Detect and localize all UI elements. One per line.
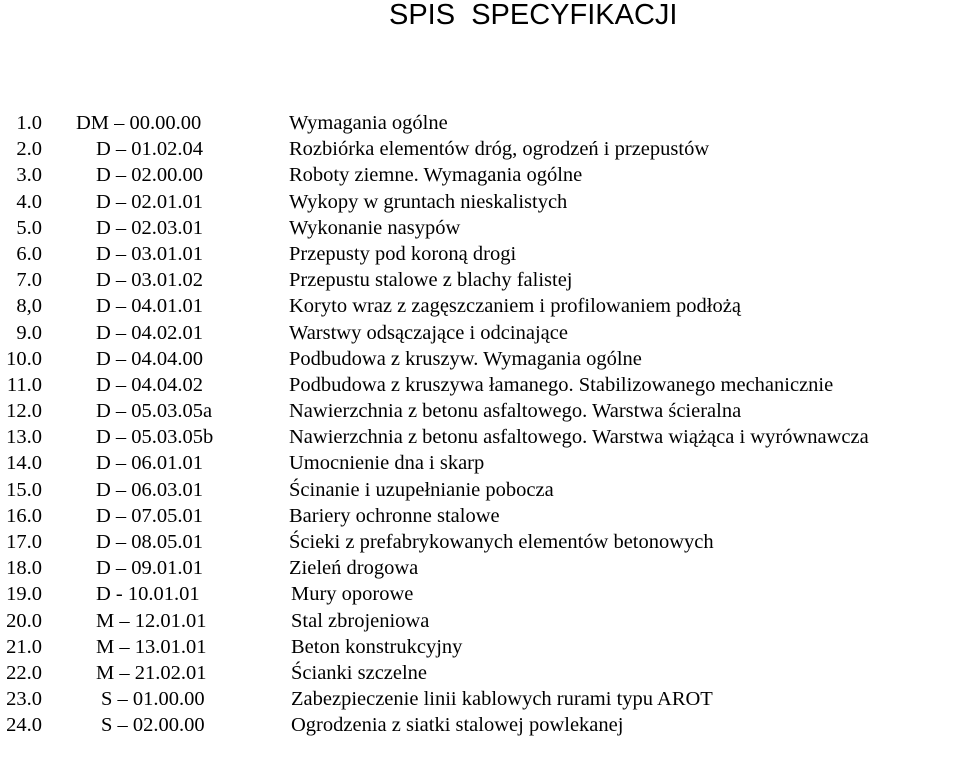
item-code: D – 02.03.01 — [96, 216, 204, 239]
list-item — [0, 660, 960, 686]
item-name: Przepusty pod koroną drogi — [289, 242, 517, 265]
list-item — [0, 581, 960, 607]
specification-list — [0, 110, 960, 739]
list-item — [0, 450, 960, 476]
item-number: 12.0 — [6, 400, 42, 423]
item-name: Zieleń drogowa — [289, 557, 419, 580]
item-code: D – 02.00.00 — [96, 164, 204, 187]
item-code: D – 06.01.01 — [96, 452, 204, 475]
list-item — [0, 162, 960, 188]
list-item — [0, 110, 960, 136]
item-code: D – 02.01.01 — [96, 190, 204, 213]
list-item — [0, 320, 960, 346]
item-code: D – 08.05.01 — [96, 531, 204, 553]
list-item — [0, 634, 960, 660]
item-name: Ścieki z prefabrykowanych elementów betonowych — [289, 531, 714, 553]
item-code: D – 07.05.01 — [96, 504, 204, 527]
list-item — [0, 241, 960, 267]
item-number: 7.0 — [16, 269, 42, 292]
item-number: 10.0 — [6, 347, 42, 370]
item-number: 19.0 — [6, 583, 42, 606]
list-item — [0, 608, 960, 634]
item-name: Wykopy w gruntach nieskalistych — [289, 190, 568, 213]
item-code: S – 02.00.00 — [101, 714, 205, 737]
item-name: Stal zbrojeniowa — [291, 609, 430, 632]
item-number: 3.0 — [16, 164, 42, 187]
page-title: SPIS SPECYFIKACJI — [389, 0, 678, 31]
list-item — [0, 293, 960, 319]
item-code: D – 04.04.00 — [96, 347, 204, 370]
list-item — [0, 712, 960, 738]
item-name: Zabezpieczenie linii kablowych rurami typu AROT — [291, 688, 713, 711]
item-code: S – 01.00.00 — [101, 688, 205, 711]
list-item — [0, 136, 960, 162]
item-name: Koryto wraz z zagęszczaniem i profilowaniem podłożą — [289, 295, 741, 318]
list-item — [0, 215, 960, 241]
item-number: 9.0 — [16, 321, 42, 344]
item-number: 5.0 — [16, 216, 42, 239]
item-number: 24.0 — [6, 714, 42, 737]
item-code: D – 05.03.05a — [96, 400, 213, 423]
item-number: 16.0 — [6, 504, 42, 527]
item-name: Bariery ochronne stalowe — [289, 504, 500, 527]
item-name: Nawierzchnia z betonu asfaltowego. Warstwa ścieralna — [289, 400, 742, 423]
item-number: 1.0 — [16, 112, 42, 134]
list-item — [0, 189, 960, 215]
list-item — [0, 529, 960, 555]
item-code: M – 21.02.01 — [96, 661, 207, 684]
list-item — [0, 686, 960, 712]
item-code: D – 04.02.01 — [96, 321, 204, 344]
item-number: 6.0 — [16, 242, 42, 265]
list-item — [0, 424, 960, 450]
item-name: Ścinanie i uzupełnianie pobocza — [289, 478, 554, 501]
item-name: Ogrodzenia z siatki stalowej powlekanej — [291, 714, 624, 737]
item-name: Wykonanie nasypów — [289, 216, 461, 239]
item-code: DM – 00.00.00 — [76, 112, 202, 134]
item-name: Mury oporowe — [291, 583, 414, 606]
list-item — [0, 555, 960, 581]
item-code: D – 03.01.01 — [96, 242, 204, 265]
item-number: 11.0 — [6, 373, 42, 396]
item-name: Nawierzchnia z betonu asfaltowego. Warstwa wiążąca i wyrównawcza — [289, 426, 869, 449]
list-item — [0, 477, 960, 503]
item-number: 14.0 — [6, 452, 42, 475]
item-name: Roboty ziemne. Wymagania ogólne — [289, 164, 583, 187]
item-code: D - 10.01.01 — [96, 583, 200, 606]
item-name: Podbudowa z kruszyw. Wymagania ogólne — [289, 347, 642, 370]
list-item — [0, 346, 960, 372]
item-code: D – 04.01.01 — [96, 295, 204, 318]
item-name: Przepustu stalowe z blachy falistej — [289, 269, 573, 292]
item-name: Beton konstrukcyjny — [291, 635, 463, 658]
item-code: D – 05.03.05b — [96, 426, 214, 449]
item-number: 18.0 — [6, 557, 42, 580]
item-name: Podbudowa z kruszywa łamanego. Stabilizowanego mechanicznie — [289, 373, 834, 396]
list-item — [0, 372, 960, 398]
item-number: 8,0 — [16, 295, 42, 318]
item-number: 2.0 — [16, 138, 42, 161]
item-number: 21.0 — [6, 635, 42, 658]
item-number: 17.0 — [6, 531, 42, 553]
item-number: 13.0 — [6, 426, 42, 449]
item-number: 15.0 — [6, 478, 42, 501]
item-number: 20.0 — [6, 609, 42, 632]
item-code: D – 09.01.01 — [96, 557, 204, 580]
item-number: 4.0 — [16, 190, 42, 213]
list-item — [0, 267, 960, 293]
item-code: D – 03.01.02 — [96, 269, 204, 292]
item-code: D – 06.03.01 — [96, 478, 204, 501]
item-name: Ścianki szczelne — [291, 661, 428, 684]
item-number: 23.0 — [6, 688, 42, 711]
item-code: M – 12.01.01 — [96, 609, 207, 632]
item-name: Warstwy odsączające i odcinające — [289, 321, 568, 344]
list-item — [0, 398, 960, 424]
item-code: M – 13.01.01 — [96, 635, 207, 658]
item-number: 22.0 — [6, 661, 42, 684]
item-name: Rozbiórka elementów dróg, ogrodzeń i przepustów — [289, 138, 710, 161]
item-code: D – 01.02.04 — [96, 138, 204, 161]
item-code: D – 04.04.02 — [96, 373, 204, 396]
list-item — [0, 503, 960, 529]
item-name: Umocnienie dna i skarp — [289, 452, 485, 475]
item-name: Wymagania ogólne — [289, 112, 448, 134]
